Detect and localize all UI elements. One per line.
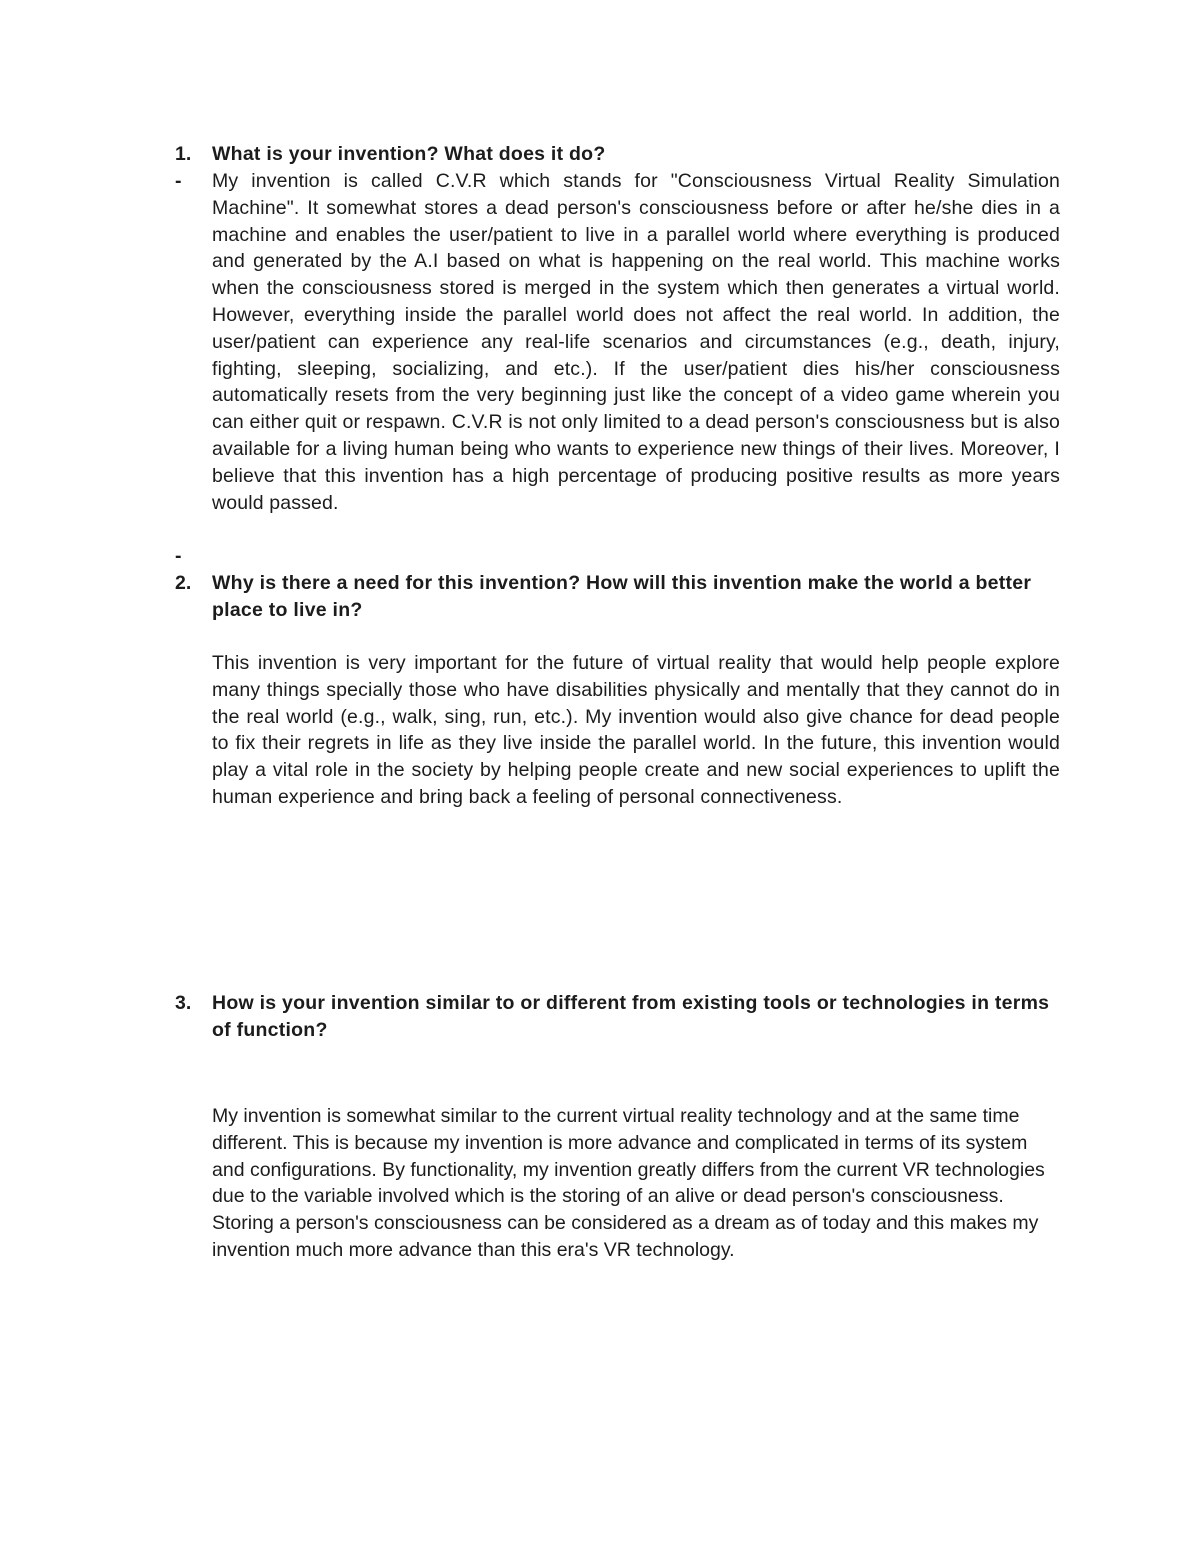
answer-1-item (175, 168, 1060, 516)
empty-bullet: - (175, 545, 182, 567)
question-3 (175, 990, 1060, 1044)
empty-bullet-item (175, 543, 1060, 570)
question-1 (175, 141, 1060, 168)
question-2-number: 2. (175, 572, 192, 594)
question-1-text: What is your invention? What does it do? (212, 143, 606, 165)
question-1-number: 1. (175, 143, 192, 165)
question-2 (175, 570, 1060, 624)
question-3-text: How is your invention similar to or different from existing tools or technologies in terms of function? (212, 992, 1050, 1041)
answer-1-text: My invention is called C.V.R which stands for "Consciousness Virtual Reality Simulation Machine". It somewhat stores a dead person's consciousness before or after he/she dies in a machine and enables the user/patient to live in a parallel world where everything is produced and generated by the A.I based on what is happening on the real world. This machine works when the consciousness stored is merged in the system which then generates a virtual world. However, everything inside the parallel world does not affect the real world. In addition, the user/patient can experience any real-life scenarios and circumstances (e.g., death, injury, fighting, sleeping, socializing, and etc.). If the user/patient dies his/her consciousness automatically resets from the very beginning just like the concept of a video game wherein you can either quit or respawn. C.V.R is not only limited to a dead person's consciousness but is also available for a living human being who wants to experience new things of their lives. Moreover, I believe that this invention has a high percentage of producing positive results as more years would passed. (212, 170, 1060, 514)
answer-1-bullet: - (175, 170, 182, 192)
answer-2-text: This invention is very important for the future of virtual reality that would help people explore many things specially those who have disabilities physically and mentally that they cannot do in the real world (e.g., walk, sing, run, etc.). My invention would also give chance for dead people to fix their regrets in life as they live inside the parallel world. In the future, this invention would play a vital role in the society by helping people create and new social experiences to uplift the human experience and bring back a feeling of personal connectiveness. (212, 652, 1060, 808)
answer-3-text: My invention is somewhat similar to the current virtual reality technology and at the same time different. This is because my invention is more advance and complicated in terms of its system and configurations. By functionality, my invention greatly differs from the current VR technologies due to the variable involved which is the storing of an alive or dead person's consciousness. Storing a person's consciousness can be considered as a dream as of today and this makes my invention much more advance than this era's VR technology. (212, 1105, 1045, 1261)
question-3-number: 3. (175, 992, 192, 1014)
question-2-text: Why is there a need for this invention? How will this invention make the world a better place to live in? (212, 572, 1032, 621)
